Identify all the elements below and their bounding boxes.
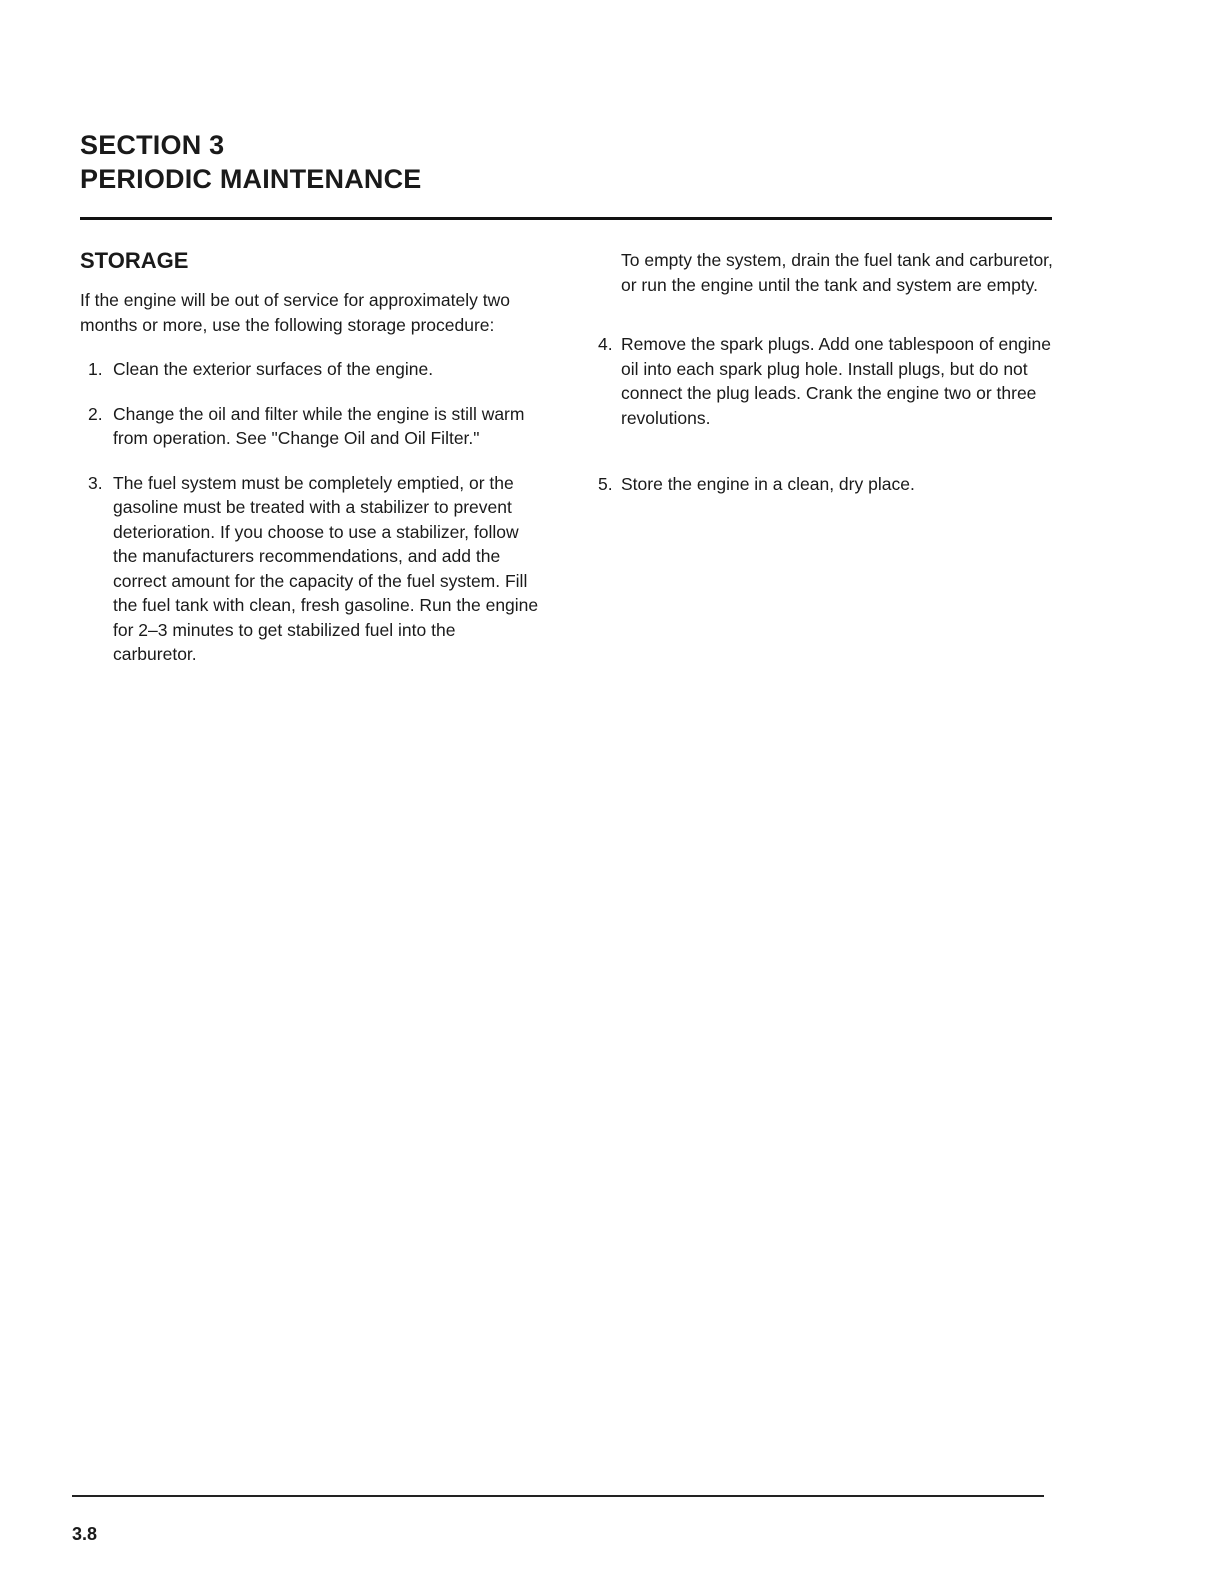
step-text: The fuel system must be completely emptied, or the gasoline must be treated with a stabilizer to prevent deterioration. If you choose to use a stabilizer, follow the manufacturers recommendations, and add the correct amount for the capacity of the fuel system. Fill the fuel tank with clean, fresh gasoline. Run the engine for 2–3 minutes to get stabilized fuel into the carburetor.	[113, 472, 539, 664]
step-text: Clean the exterior surfaces of the engine.	[113, 359, 434, 379]
step-number: 1.	[88, 359, 103, 379]
header-divider	[80, 217, 1052, 220]
step-item	[598, 472, 1054, 497]
section-number: SECTION 3	[80, 130, 225, 160]
section-name: PERIODIC MAINTENANCE	[80, 164, 422, 194]
step-item	[80, 357, 540, 382]
step-item	[80, 471, 540, 667]
step-item	[80, 402, 540, 451]
step-text: Change the oil and filter while the engine is still warm from operation. See "Change Oil and Oil Filter."	[113, 403, 525, 448]
footer-divider	[72, 1495, 1044, 1497]
section-title	[80, 128, 422, 196]
page-number: 3.8	[72, 1524, 98, 1544]
right-column	[598, 248, 1054, 539]
storage-intro: If the engine will be out of service for approximately two months or more, use the following storage procedure:	[80, 290, 510, 335]
storage-heading: STORAGE	[80, 248, 189, 273]
step-text: Store the engine in a clean, dry place.	[621, 474, 915, 494]
step-item	[598, 332, 1054, 430]
step-number: 4.	[598, 334, 613, 354]
left-column	[80, 246, 540, 687]
step-number: 2.	[88, 403, 103, 424]
step-3-continued: To empty the system, drain the fuel tank and carburetor, or run the engine until the tank and system are empty.	[621, 250, 1053, 295]
step-text: Remove the spark plugs. Add one tablespoon of engine oil into each spark plug hole. Install plugs, but do not connect the plug leads. Crank the engine two or three revolutions.	[621, 334, 1052, 428]
storage-steps-continued	[598, 332, 1054, 497]
step-number: 5.	[598, 474, 613, 494]
storage-steps	[80, 357, 540, 667]
step-number: 3.	[88, 472, 103, 493]
